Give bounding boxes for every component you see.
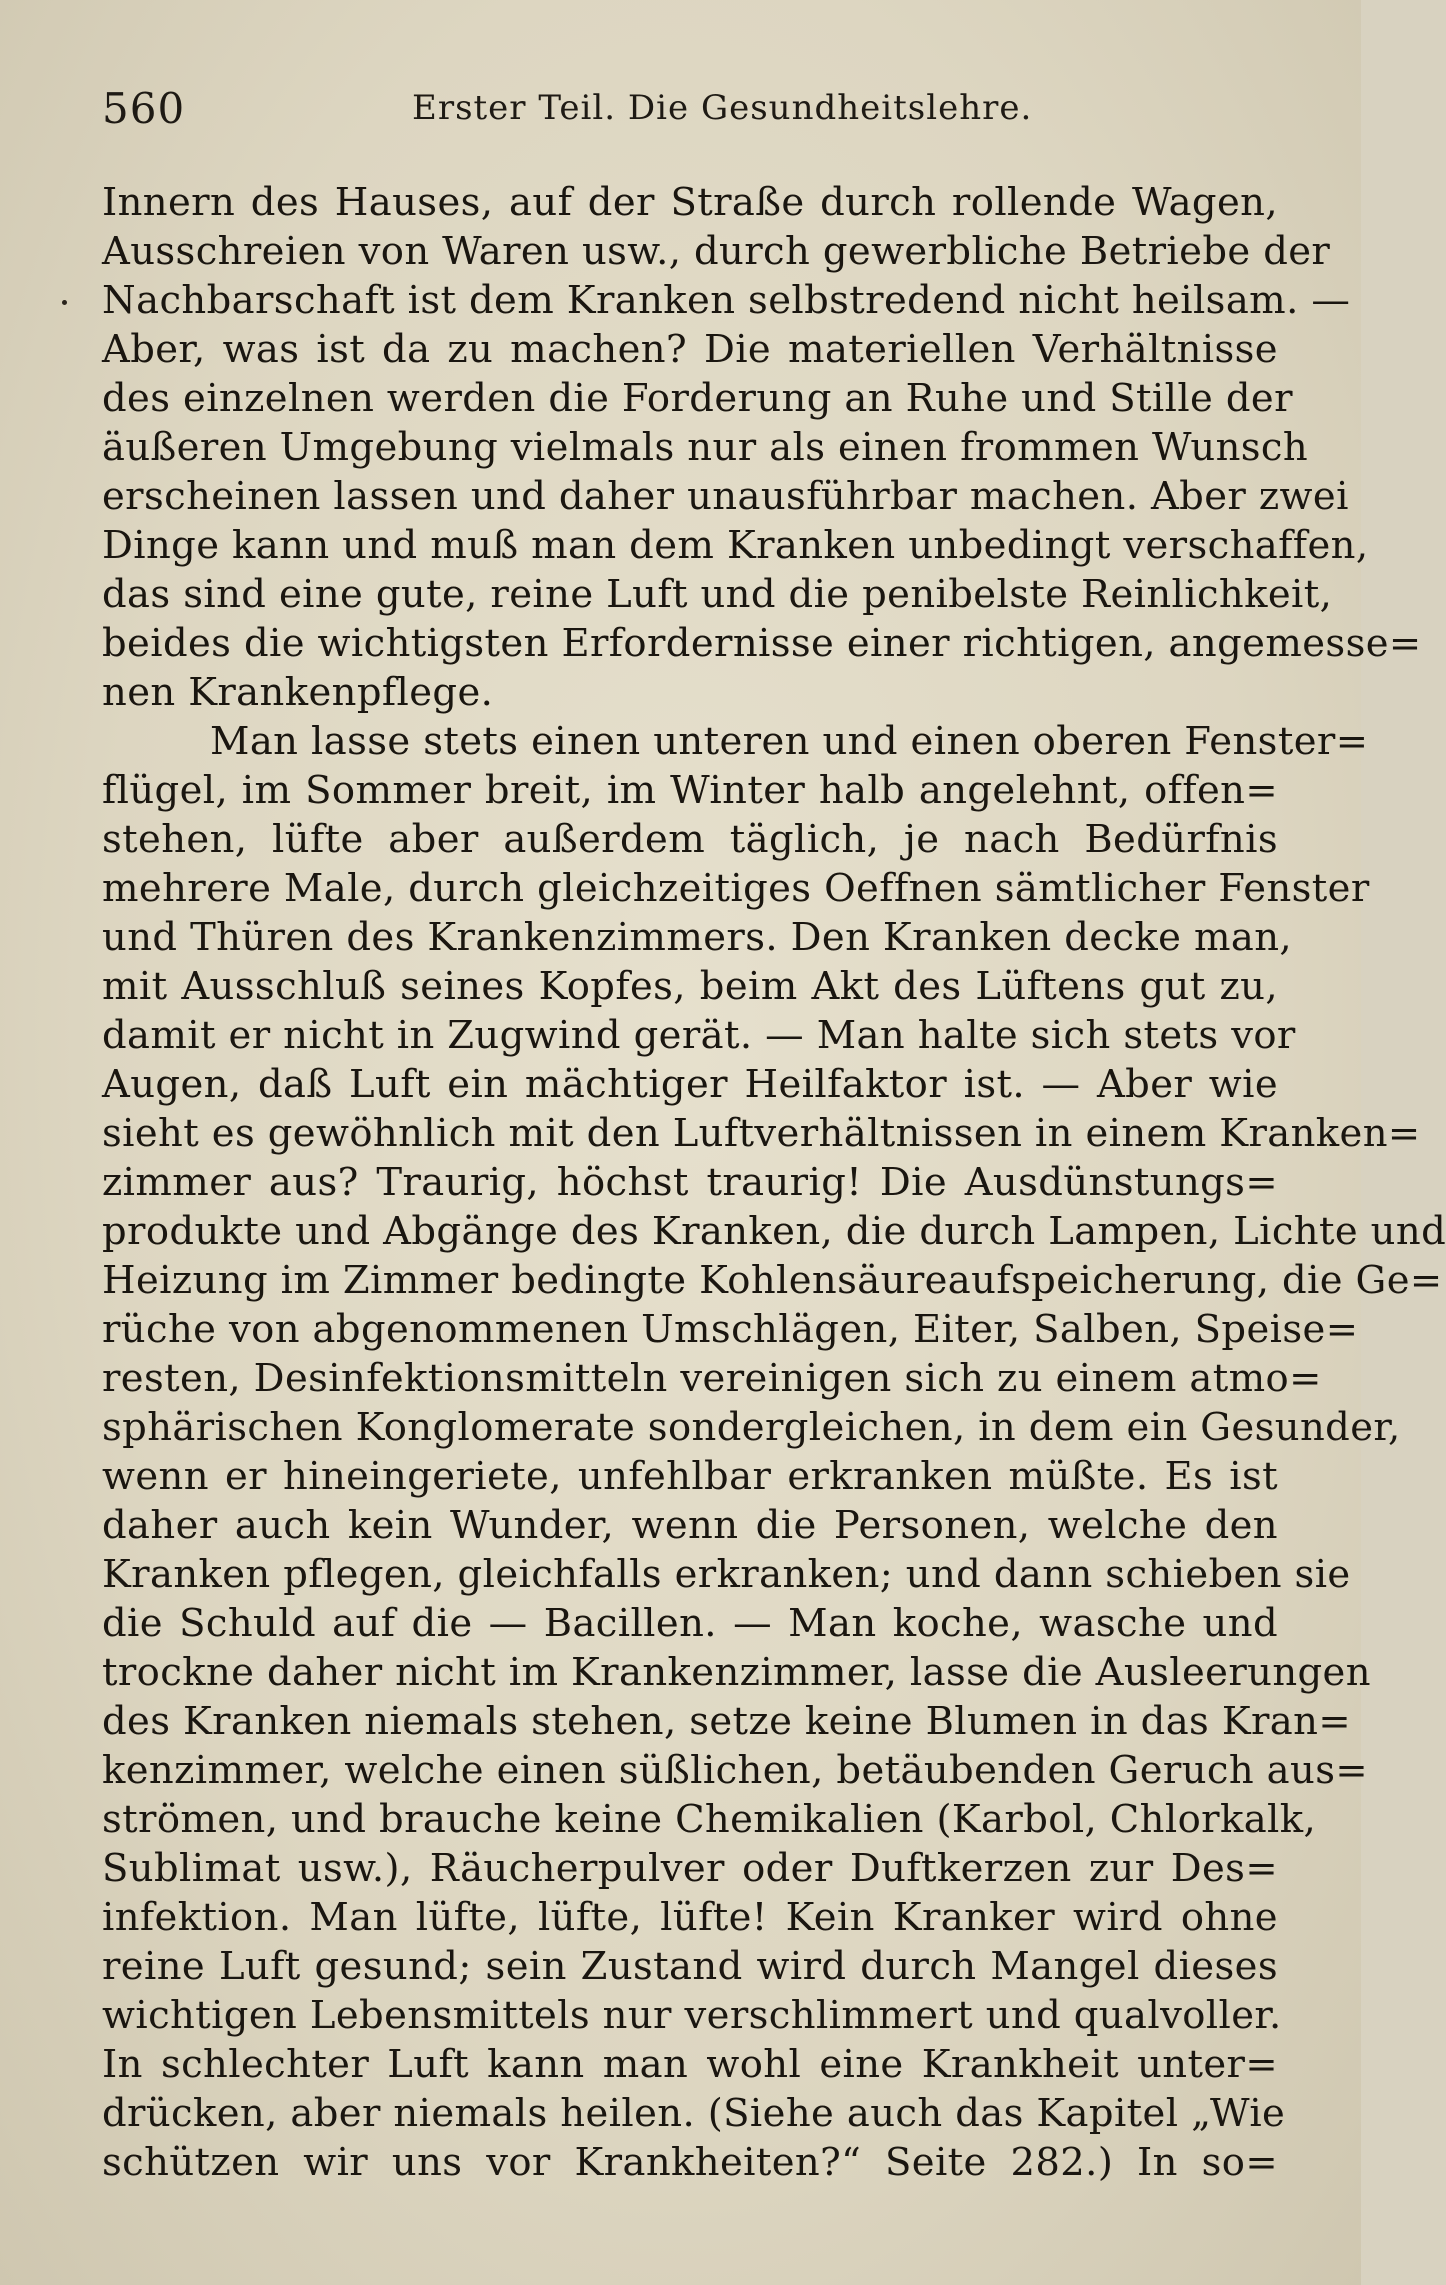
- text-line: damit er nicht in Zugwind gerät. — Man halte sich stets vor: [102, 1013, 1296, 1058]
- text-line: Nachbarschaft ist dem Kranken selbstredend nicht heilsam. —: [102, 278, 1351, 323]
- text-line: produkte und Abgänge des Kranken, die durch Lampen, Lichte und: [102, 1209, 1446, 1254]
- text-line: des Kranken niemals stehen, setze keine Blumen in das Kran=: [102, 1699, 1352, 1744]
- text-line: Sublimat usw.), Räucherpulver oder Duftkerzen zur Des=: [102, 1846, 1278, 1891]
- text-line: Kranken pflegen, gleichfalls erkranken; und dann schieben sie: [102, 1552, 1351, 1597]
- text-line: rüche von abgenommenen Umschlägen, Eiter, Salben, Speise=: [102, 1307, 1359, 1352]
- text-line: wenn er hineingeriete, unfehlbar erkranken müßte. Es ist: [102, 1454, 1278, 1499]
- text-line: resten, Desinfektionsmitteln vereinigen sich zu einem atmo=: [102, 1356, 1322, 1401]
- text-line: nen Krankenpflege.: [102, 670, 494, 715]
- text-line: mit Ausschluß seines Kopfes, beim Akt des Lüftens gut zu,: [102, 964, 1278, 1009]
- text-line: sieht es gewöhnlich mit den Luftverhältnissen in einem Kranken=: [102, 1111, 1421, 1156]
- text-line: die Schuld auf die — Bacillen. — Man koche, wasche und: [102, 1601, 1278, 1646]
- text-line: Innern des Hauses, auf der Straße durch rollende Wagen,: [102, 180, 1278, 225]
- text-line: reine Luft gesund; sein Zustand wird durch Mangel dieses: [102, 1944, 1278, 1989]
- text-line: Man lasse stets einen unteren und einen oberen Fenster=: [210, 719, 1369, 764]
- text-line: das sind eine gute, reine Luft und die penibelste Reinlichkeit,: [102, 572, 1333, 617]
- margin-mark: [62, 300, 67, 305]
- body-text: [102, 178, 1446, 2187]
- text-line: daher auch kein Wunder, wenn die Personen, welche den: [102, 1503, 1278, 1548]
- text-line: drücken, aber niemals heilen. (Siehe auch das Kapitel „Wie: [102, 2091, 1286, 2136]
- text-line: schützen wir uns vor Krankheiten?“ Seite 282.) In so=: [102, 2140, 1278, 2185]
- text-line: strömen, und brauche keine Chemikalien (Karbol, Chlorkalk,: [102, 1797, 1317, 1842]
- text-line: des einzelnen werden die Forderung an Ruhe und Stille der: [102, 376, 1293, 421]
- text-line: infektion. Man lüfte, lüfte, lüfte! Kein Kranker wird ohne: [102, 1895, 1278, 1940]
- text-line: erscheinen lassen und daher unausführbar machen. Aber zwei: [102, 474, 1349, 519]
- text-line: Dinge kann und muß man dem Kranken unbedingt verschaffen,: [102, 523, 1369, 568]
- text-line: sphärischen Konglomerate sondergleichen, in dem ein Gesunder,: [102, 1405, 1401, 1450]
- text-line: stehen, lüfte aber außerdem täglich, je nach Bedürfnis: [102, 817, 1278, 862]
- page-header: [102, 84, 1282, 140]
- text-line: trockne daher nicht im Krankenzimmer, lasse die Ausleerungen: [102, 1650, 1371, 1695]
- text-line: kenzimmer, welche einen süßlichen, betäubenden Geruch aus=: [102, 1748, 1369, 1793]
- text-line: In schlechter Luft kann man wohl eine Krankheit unter=: [102, 2042, 1278, 2087]
- running-head: Erster Teil. Die Gesundheitslehre.: [412, 88, 1033, 128]
- text-line: und Thüren des Krankenzimmers. Den Kranken decke man,: [102, 915, 1293, 960]
- text-line: flügel, im Sommer breit, im Winter halb angelehnt, offen=: [102, 768, 1278, 813]
- text-line: äußeren Umgebung vielmals nur als einen frommen Wunsch: [102, 425, 1309, 470]
- text-line: Ausschreien von Waren usw., durch gewerbliche Betriebe der: [102, 229, 1331, 274]
- page-number: 560: [102, 84, 186, 133]
- text-line: wichtigen Lebensmittels nur verschlimmert und qualvoller.: [102, 1993, 1282, 2038]
- text-line: mehrere Male, durch gleichzeitiges Oeffnen sämtlicher Fenster: [102, 866, 1370, 911]
- text-line: Aber, was ist da zu machen? Die materiellen Verhältnisse: [102, 327, 1278, 372]
- text-line: beides die wichtigsten Erfordernisse einer richtigen, angemesse=: [102, 621, 1422, 666]
- text-line: Augen, daß Luft ein mächtiger Heilfaktor ist. — Aber wie: [102, 1062, 1278, 1107]
- text-line: zimmer aus? Traurig, höchst traurig! Die Ausdünstungs=: [102, 1160, 1278, 1205]
- text-line: Heizung im Zimmer bedingte Kohlensäureaufspeicherung, die Ge=: [102, 1258, 1443, 1303]
